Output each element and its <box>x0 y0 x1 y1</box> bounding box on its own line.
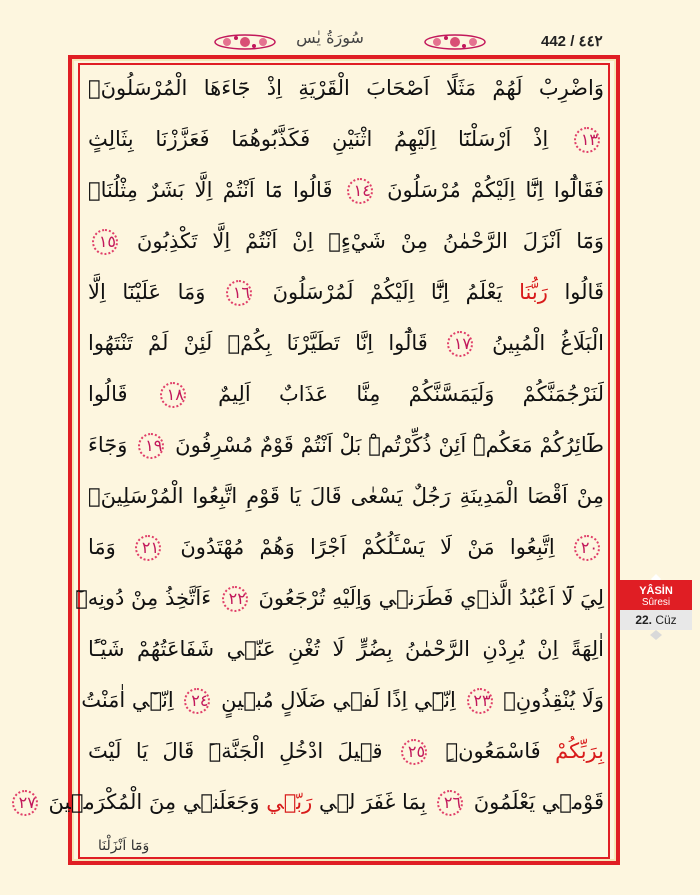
tab-cuz-label: Cüz <box>655 613 677 627</box>
verse-text: ق۪يلَ ادْخُلِ الْجَنَّةَۜ قَالَ يَا لَيْتَ <box>88 739 398 763</box>
verse-text: اِنّ۪ٓي اٰمَنْتُ <box>81 688 181 712</box>
verse-text: اِتَّبِعُوا مَنْ لَا يَسْـَٔلُكُمْ اَجْرًا وَهُمْ مُهْتَدُونَ <box>165 535 571 559</box>
ayah-number-marker: ٢٢ <box>222 586 248 612</box>
verse-text: اِذْ اَرْسَلْنَٓا اِلَيْهِمُ اثْنَيْنِ فَكَذَّبُوهُمَا فَعَزَّزْنَا بِثَالِثٍ <box>88 127 570 151</box>
verse-text: قَالُوا <box>547 280 604 304</box>
side-tab[interactable] <box>620 580 692 630</box>
ayah-number-marker: ١٤ <box>347 178 373 204</box>
divine-name-text: رَبّ۪ي <box>266 790 313 814</box>
quran-text-block <box>18 66 605 841</box>
text-line <box>88 525 604 569</box>
ayah-number-marker: ٢٤ <box>184 688 210 714</box>
verse-text: قَوْم۪ي يَعْلَمُونَ <box>467 790 604 814</box>
verse-text: فَقَالُٓوا اِنَّٓا اِلَيْكُمْ مُرْسَلُونَ <box>376 178 605 202</box>
verse-text: وَجَٓاءَ <box>88 433 135 457</box>
verse-text: فَاسْمَعُونِۜ <box>431 739 556 763</box>
ayah-number-marker: ٢٠ <box>574 535 600 561</box>
text-line <box>88 219 604 263</box>
tab-surah <box>620 580 692 610</box>
ornament-left-icon <box>212 32 278 52</box>
ayah-number-marker: ٢٧ <box>12 790 38 816</box>
divine-name-text: رَبُّنَا <box>519 280 548 304</box>
ayah-number-marker: ٢١ <box>135 535 161 561</box>
surah-name: سُورَةُ يٰس <box>296 28 364 47</box>
page-number: 442 / ٤٤٢ <box>541 33 603 50</box>
ayah-number-marker: ١٦ <box>226 280 252 306</box>
verse-text: وَمَٓا اَنْزَلَ الرَّحْمٰنُ مِنْ شَيْءٍۙ اِنْ اَنْتُمْ اِلَّا تَكْذِبُونَ <box>122 229 604 253</box>
verse-text: طَٓائِرُكُمْ مَعَكُمْۜ اَئِنْ ذُكِّرْتُمْۜ بَلْ اَنْتُمْ قَوْمٌ مُسْرِفُونَ <box>168 433 604 457</box>
verse-text: وَاضْرِبْ لَهُمْ مَثَلًا اَصْحَابَ الْقَرْيَةِ اِذْ جَٓاءَهَا الْمُرْسَلُونَۚ <box>88 76 604 100</box>
text-line <box>88 474 604 518</box>
verse-text: بِمَا غَفَرَ ل۪ي <box>312 790 434 814</box>
verse-text: لَنَرْجُمَنَّكُمْ وَلَيَمَسَّنَّكُمْ مِنَّا عَذَابٌ اَلِيمٌ <box>189 382 604 406</box>
verse-text: قَالُوا <box>88 382 156 406</box>
verse-text: وَمَا عَلَيْنَٓا اِلَّا <box>88 280 222 304</box>
text-line <box>88 729 604 773</box>
verse-text: وَمَا <box>88 535 132 559</box>
text-line <box>88 270 604 314</box>
ayah-number-marker: ١٣ <box>574 127 600 153</box>
ayah-number-marker: ٢٣ <box>467 688 493 714</box>
tab-cuz-number: 22. <box>635 613 652 627</box>
ayah-number-marker: ١٥ <box>92 229 118 255</box>
text-line <box>88 66 604 110</box>
ayah-number-marker: ١٩ <box>138 433 164 459</box>
ornament-right-icon <box>422 32 488 52</box>
verse-text: الْبَلَاغُ الْمُبِينُ <box>477 331 604 355</box>
ayah-number-marker: ١٧ <box>447 331 473 357</box>
divine-name-text: بِرَبِّكُمْ <box>555 739 604 763</box>
ayah-number-marker: ٢٦ <box>437 790 463 816</box>
ayah-number-marker: ٢٥ <box>401 739 427 765</box>
text-line <box>18 780 604 824</box>
verse-text: مِنْ اَقْصَا الْمَدِينَةِ رَجُلٌ يَسْعٰى قَالَ يَا قَوْمِ اتَّبِعُوا الْمُرْسَلِينَۙ <box>88 484 604 508</box>
ayah-number-marker: ١٨ <box>160 382 186 408</box>
verse-text: قَالُوا مَٓا اَنْتُمْ اِلَّا بَشَرٌ مِثْلُنَاۙ <box>88 178 343 202</box>
verse-text: قَالُٓوا اِنَّا تَطَيَّرْنَا بِكُمْۚ لَئِنْ لَمْ تَنْتَهُوا <box>88 331 443 355</box>
text-line <box>88 321 604 365</box>
tab-cuz <box>620 610 692 630</box>
verse-text: ءَاَتَّخِذُ مِنْ دُونِه۪ٓ <box>75 586 218 610</box>
verse-text: اِنّ۪ٓي اِذًا لَف۪ي ضَلَالٍ مُب۪ينٍ <box>214 688 463 712</box>
tab-tip-icon <box>650 630 662 640</box>
text-line <box>88 372 604 416</box>
tab-surah-name: YÂSİN <box>639 585 673 597</box>
text-line <box>88 423 604 467</box>
verse-text: وَلَا يُنْقِذُونِۚ <box>496 688 604 712</box>
text-line <box>88 168 604 212</box>
text-line <box>88 627 604 671</box>
text-line <box>75 576 604 620</box>
verse-text: يَعْلَمُ اِنَّٓا اِلَيْكُمْ لَمُرْسَلُونَ <box>256 280 520 304</box>
text-line <box>81 678 604 722</box>
verse-text: وَجَعَلَن۪ي مِنَ الْمُكْرَم۪ينَ <box>41 790 267 814</box>
tab-surah-label: Sûresi <box>641 597 671 608</box>
text-line <box>88 117 604 161</box>
verse-text: اٰلِهَةً اِنْ يُرِدْنِ الرَّحْمٰنُ بِضُرٍّ لَا تُغْنِ عَنّ۪ي شَفَاعَتُهُمْ شَيْـًٔا <box>88 637 604 661</box>
verse-text: لِيَ لَٓا اَعْبُدُ الَّذ۪ي فَطَرَن۪ي وَاِلَيْهِ تُرْجَعُونَ <box>251 586 604 610</box>
catchword: وَمَٓا اَنْزَلْنَا <box>98 838 150 854</box>
